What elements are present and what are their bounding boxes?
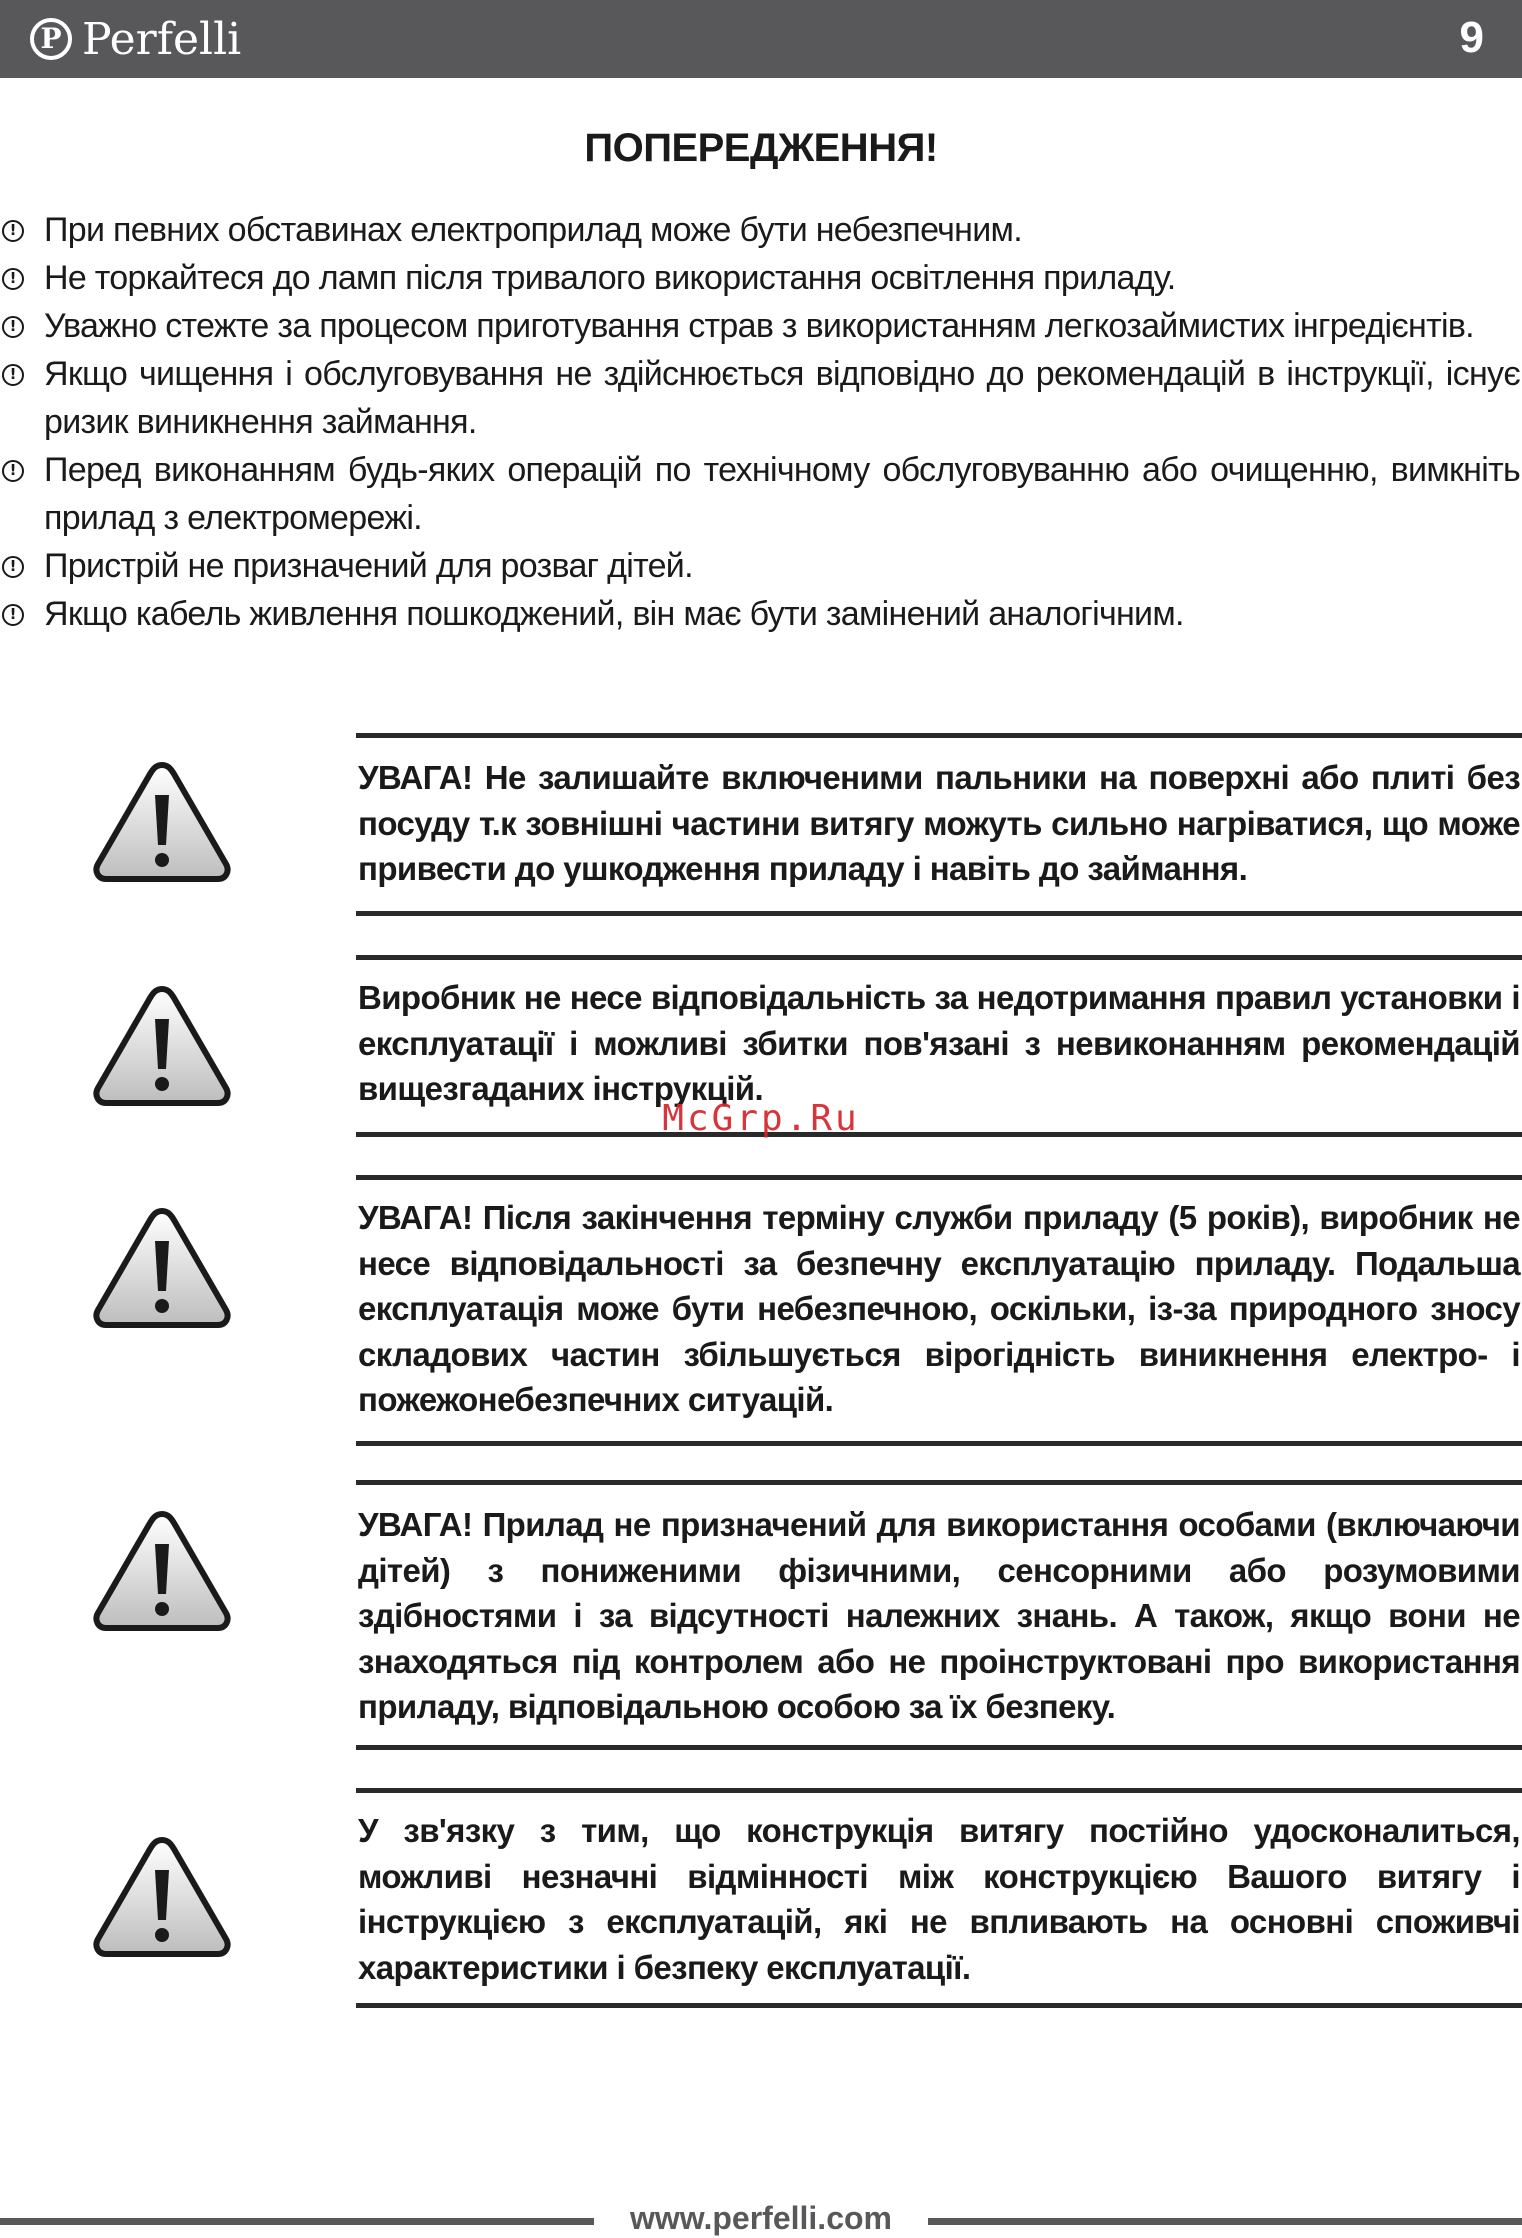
- list-item: [0, 590, 1522, 638]
- divider: [356, 1441, 1522, 1446]
- page-header: [0, 0, 1522, 78]
- exclamation-circle-icon: !: [2, 604, 24, 626]
- warning-triangle-icon: [92, 1205, 232, 1331]
- notice-text: УВАГА! Після закінчення терміну служби приладу (5 років), виробник не несе відповідальності за безпечну експлуатацію приладу. Подальша експлуатація може бути небезпечною, оскільки, із-за природного зносу складових частин збільшується вірогідність виникнення електро- і пожежонебезпечних ситуацій.: [358, 1199, 1520, 1418]
- exclamation-circle-icon: !: [2, 364, 24, 386]
- warning-text: Уважно стежте за процесом приготування страв з використанням легкозаймистих інгредієнтів.: [44, 307, 1474, 345]
- list-item: [0, 254, 1522, 302]
- warning-text: Перед виконанням будь-яких операцій по технічному обслуговуванню або очищенню, вимкніть прилад з електромережі.: [44, 451, 1520, 537]
- divider: [356, 955, 1522, 960]
- warning-text: Не торкайтеся до ламп після тривалого використання освітлення приладу.: [44, 259, 1176, 297]
- notice-text: УВАГА! Не залишайте включеними пальники на поверхні або плиті без посуду т.к зовнішні частини витягу можуть сильно нагріватися, що може привести до ушкодження приладу і навіть до займання.: [358, 759, 1520, 887]
- footer-rule: [0, 2218, 594, 2225]
- warning-triangle-icon: [92, 983, 232, 1109]
- watermark: McGrp.Ru: [662, 1098, 860, 1139]
- divider: [356, 1175, 1522, 1180]
- divider: [356, 733, 1522, 738]
- warning-text: Якщо кабель живлення пошкоджений, він має бути замінений аналогічним.: [44, 595, 1184, 633]
- footer-url: www.perfelli.com: [630, 2200, 892, 2236]
- footer-rule: [928, 2218, 1522, 2225]
- notice-text: У зв'язку з тим, що конструкція витягу постійно удосконалиться, можливі незначні відмінності між конструкцією Вашого витягу і інструкцією з експлуатацій, які не впливають на основні споживчі характеристики і безпеку експлуатації.: [358, 1812, 1520, 1986]
- exclamation-circle-icon: !: [2, 268, 24, 290]
- exclamation-circle-icon: !: [2, 556, 24, 578]
- divider: [356, 2003, 1522, 2008]
- brand-name: Perfelli: [82, 13, 242, 65]
- list-item: [0, 206, 1522, 254]
- divider: [356, 911, 1522, 916]
- divider: [356, 1788, 1522, 1793]
- warning-text: Якщо чищення і обслуговування не здійснюється відповідно до рекомендацій в інструкції, існує ризик виникнення займання.: [44, 355, 1520, 441]
- warning-text: Пристрій не призначений для розваг дітей.: [44, 547, 693, 585]
- exclamation-circle-icon: !: [2, 220, 24, 242]
- warning-triangle-icon: [92, 1834, 232, 1960]
- warning-list: [0, 206, 1522, 638]
- logo-emblem-icon: P: [30, 18, 72, 60]
- warning-triangle-icon: [92, 759, 232, 885]
- list-item: [0, 542, 1522, 590]
- list-item: [0, 302, 1522, 350]
- brand-logo: [30, 11, 241, 67]
- notice-text: Виробник не несе відповідальність за недотримання правил установки і експлуатації і можливі збитки пов'язані з невиконанням рекомендацій вищезгаданих інструкцій.: [358, 979, 1520, 1107]
- list-item: [0, 446, 1522, 542]
- exclamation-circle-icon: !: [2, 460, 24, 482]
- divider: [356, 1745, 1522, 1750]
- divider: [356, 1480, 1522, 1485]
- warning-text: При певних обставинах електроприлад може бути небезпечним.: [44, 211, 1022, 249]
- notice-text: УВАГА! Прилад не призначений для використання особами (включаючи дітей) з пониженими фізичними, сенсорними або розумовими здібностями і за відсутності належних знань. А також, якщо вони не знаходяться під контролем або не проінструктовані про використання приладу, відповідальною особою за їх безпеку.: [358, 1506, 1520, 1725]
- page-title: ПОПЕРЕДЖЕННЯ!: [584, 126, 938, 170]
- page-number: 9: [1459, 13, 1484, 62]
- warning-triangle-icon: [92, 1508, 232, 1634]
- exclamation-circle-icon: !: [2, 316, 24, 338]
- list-item: [0, 350, 1522, 446]
